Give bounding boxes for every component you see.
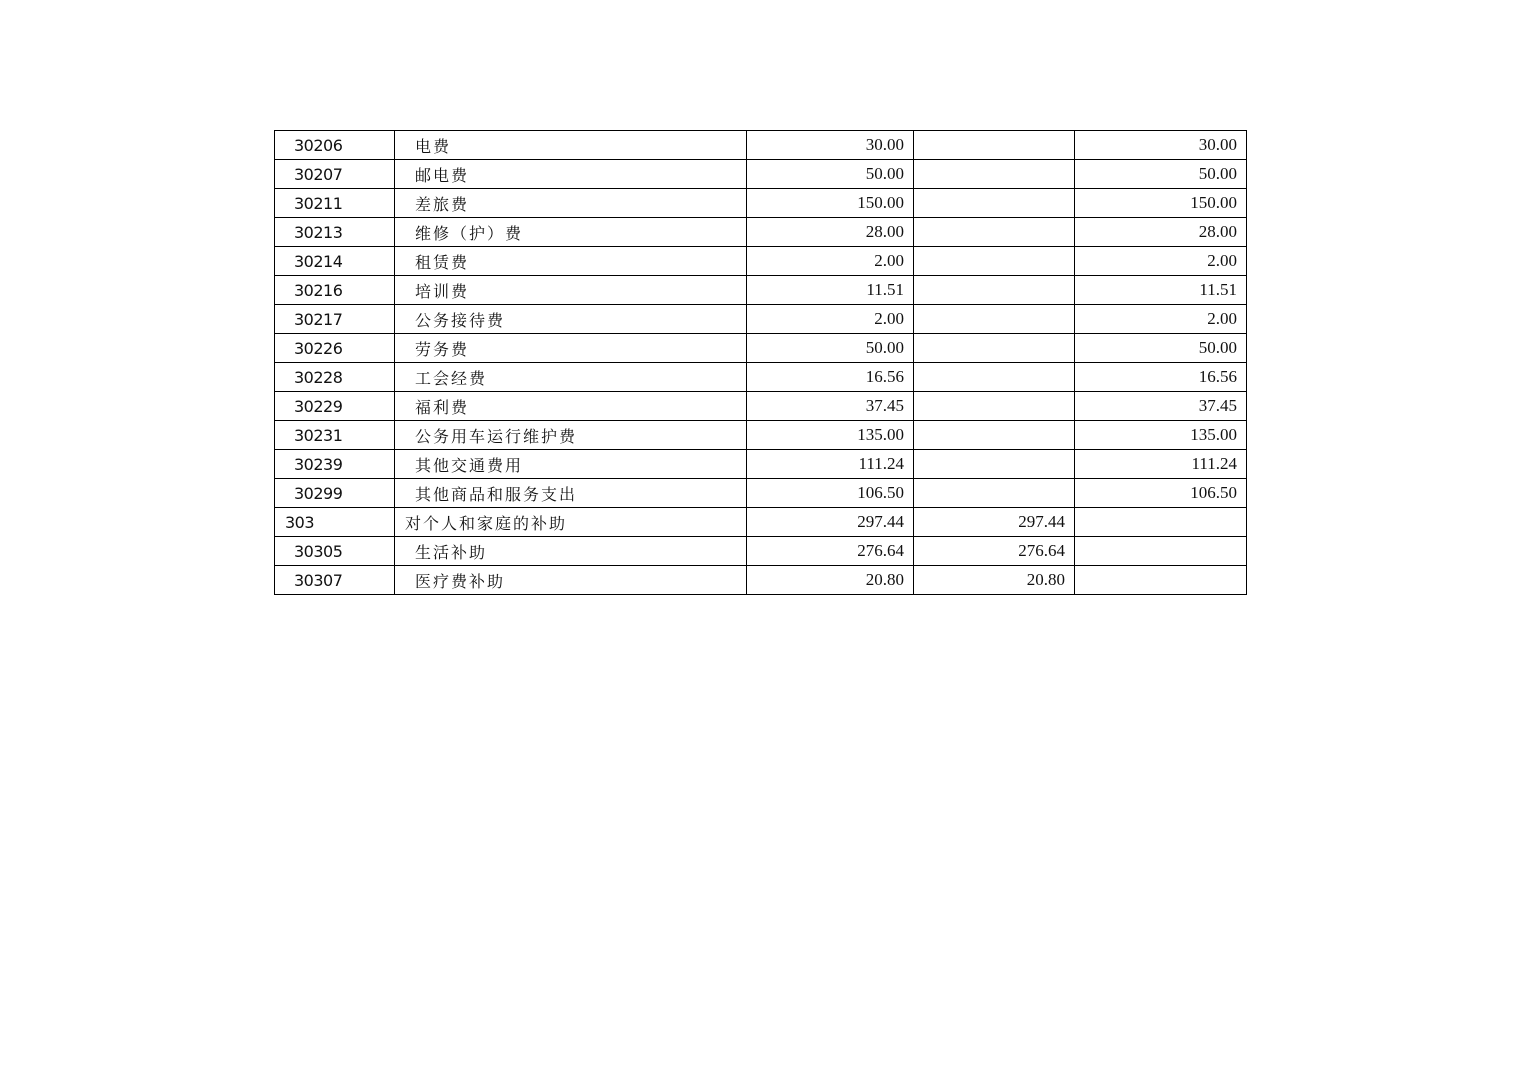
total-amount: 16.56 <box>747 363 914 392</box>
basic-amount <box>914 305 1075 334</box>
total-amount: 2.00 <box>747 305 914 334</box>
basic-amount: 297.44 <box>914 508 1075 537</box>
subject-name: 培训费 <box>395 276 747 305</box>
project-amount <box>1075 566 1247 595</box>
project-amount: 50.00 <box>1075 334 1247 363</box>
project-amount <box>1075 537 1247 566</box>
basic-amount <box>914 247 1075 276</box>
subject-code: 30228 <box>275 363 395 392</box>
total-amount: 276.64 <box>747 537 914 566</box>
table-row <box>275 131 1247 160</box>
subject-code: 30226 <box>275 334 395 363</box>
total-amount: 50.00 <box>747 334 914 363</box>
subject-code: 30299 <box>275 479 395 508</box>
subject-code: 30239 <box>275 450 395 479</box>
subject-name: 公务用车运行维护费 <box>395 421 747 450</box>
subject-name: 其他交通费用 <box>395 450 747 479</box>
basic-amount <box>914 160 1075 189</box>
subject-name: 差旅费 <box>395 189 747 218</box>
table-row <box>275 305 1247 334</box>
total-amount: 28.00 <box>747 218 914 247</box>
subject-code: 30211 <box>275 189 395 218</box>
basic-amount: 276.64 <box>914 537 1075 566</box>
subject-code: 30229 <box>275 392 395 421</box>
basic-amount <box>914 450 1075 479</box>
project-amount: 28.00 <box>1075 218 1247 247</box>
subject-code: 30217 <box>275 305 395 334</box>
subject-name: 其他商品和服务支出 <box>395 479 747 508</box>
project-amount: 150.00 <box>1075 189 1247 218</box>
total-amount: 135.00 <box>747 421 914 450</box>
table-row <box>275 334 1247 363</box>
project-amount: 106.50 <box>1075 479 1247 508</box>
table-row <box>275 276 1247 305</box>
table-row <box>275 160 1247 189</box>
subject-name: 医疗费补助 <box>395 566 747 595</box>
subject-name: 工会经费 <box>395 363 747 392</box>
project-amount: 111.24 <box>1075 450 1247 479</box>
subject-name: 劳务费 <box>395 334 747 363</box>
table-row <box>275 421 1247 450</box>
total-amount: 2.00 <box>747 247 914 276</box>
table-row <box>275 392 1247 421</box>
project-amount: 37.45 <box>1075 392 1247 421</box>
table-row <box>275 363 1247 392</box>
subject-name: 租赁费 <box>395 247 747 276</box>
table-row <box>275 479 1247 508</box>
basic-amount <box>914 363 1075 392</box>
total-amount: 150.00 <box>747 189 914 218</box>
table-row <box>275 218 1247 247</box>
subject-code: 30213 <box>275 218 395 247</box>
project-amount: 135.00 <box>1075 421 1247 450</box>
total-amount: 20.80 <box>747 566 914 595</box>
basic-amount <box>914 131 1075 160</box>
subject-code: 30214 <box>275 247 395 276</box>
total-amount: 50.00 <box>747 160 914 189</box>
table-body <box>275 131 1247 595</box>
subject-code: 303 <box>275 508 395 537</box>
subject-name: 维修（护）费 <box>395 218 747 247</box>
subject-name: 对个人和家庭的补助 <box>395 508 747 537</box>
subject-name: 邮电费 <box>395 160 747 189</box>
table-row <box>275 189 1247 218</box>
table-row <box>275 450 1247 479</box>
project-amount <box>1075 508 1247 537</box>
basic-amount <box>914 334 1075 363</box>
basic-amount <box>914 421 1075 450</box>
total-amount: 37.45 <box>747 392 914 421</box>
project-amount: 50.00 <box>1075 160 1247 189</box>
total-amount: 11.51 <box>747 276 914 305</box>
project-amount: 30.00 <box>1075 131 1247 160</box>
subject-code: 30206 <box>275 131 395 160</box>
project-amount: 16.56 <box>1075 363 1247 392</box>
budget-expenditure-table <box>274 130 1247 595</box>
subject-name: 福利费 <box>395 392 747 421</box>
subject-code: 30207 <box>275 160 395 189</box>
subject-code: 30231 <box>275 421 395 450</box>
subject-name: 电费 <box>395 131 747 160</box>
total-amount: 111.24 <box>747 450 914 479</box>
total-amount: 297.44 <box>747 508 914 537</box>
basic-amount <box>914 218 1075 247</box>
subject-code: 30307 <box>275 566 395 595</box>
table-row-category <box>275 508 1247 537</box>
project-amount: 2.00 <box>1075 305 1247 334</box>
basic-amount <box>914 479 1075 508</box>
basic-amount <box>914 392 1075 421</box>
table-row <box>275 247 1247 276</box>
table-row <box>275 566 1247 595</box>
basic-amount: 20.80 <box>914 566 1075 595</box>
table-row <box>275 537 1247 566</box>
subject-code: 30216 <box>275 276 395 305</box>
subject-name: 公务接待费 <box>395 305 747 334</box>
basic-amount <box>914 276 1075 305</box>
subject-name: 生活补助 <box>395 537 747 566</box>
project-amount: 2.00 <box>1075 247 1247 276</box>
subject-code: 30305 <box>275 537 395 566</box>
project-amount: 11.51 <box>1075 276 1247 305</box>
total-amount: 106.50 <box>747 479 914 508</box>
basic-amount <box>914 189 1075 218</box>
total-amount: 30.00 <box>747 131 914 160</box>
